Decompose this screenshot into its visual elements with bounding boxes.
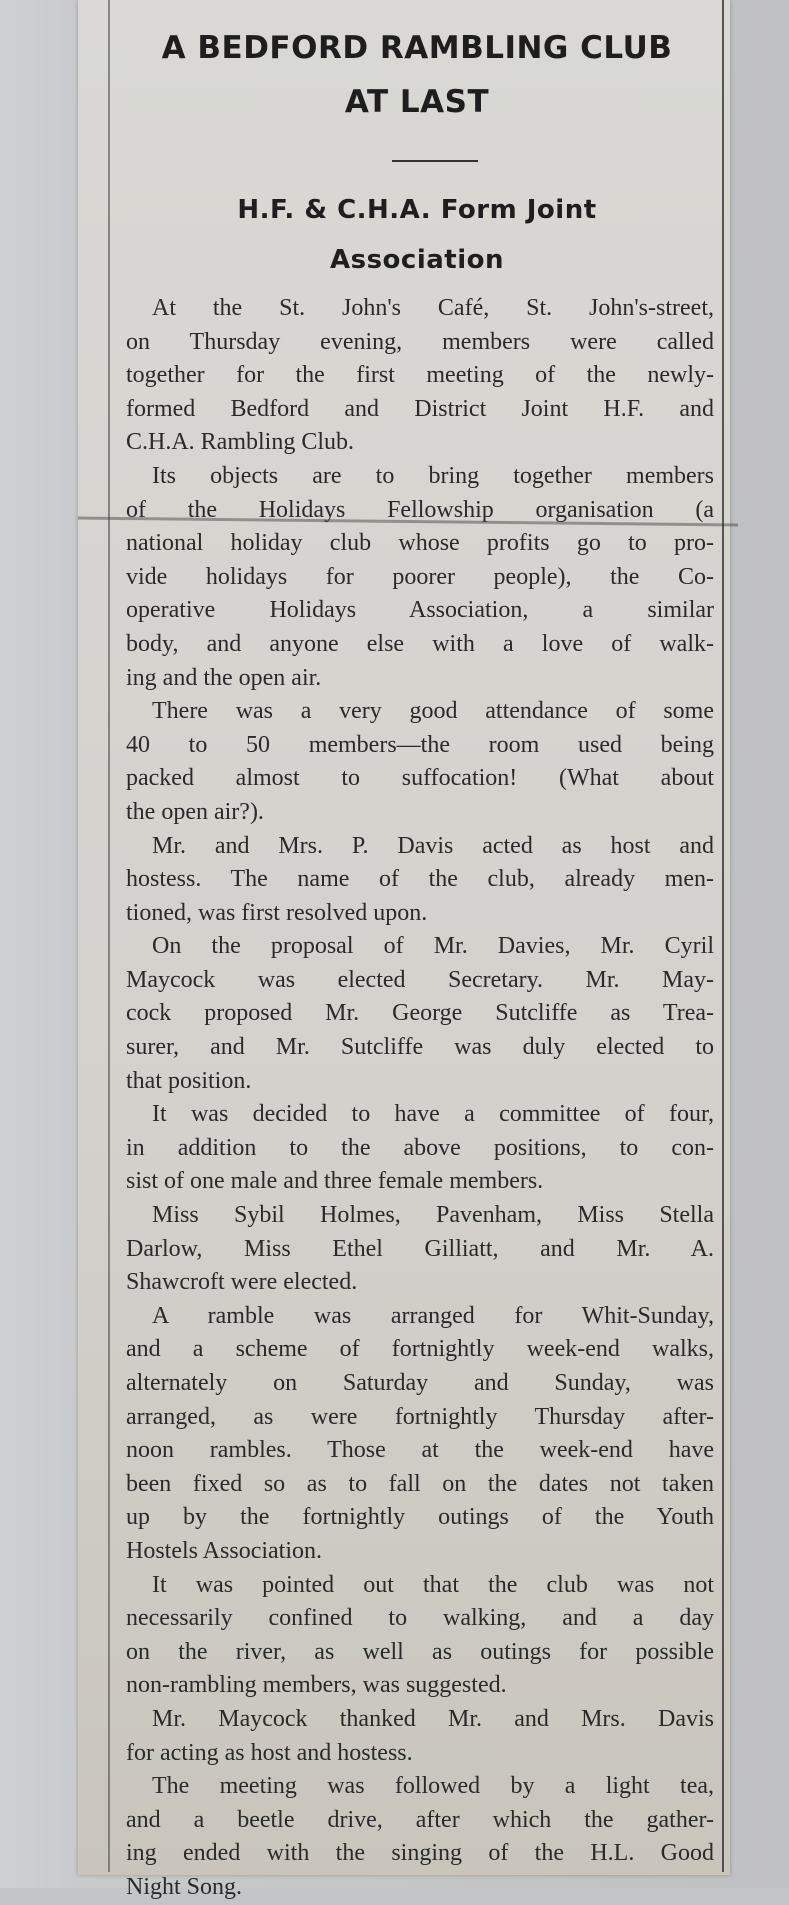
article-line: The meeting was followed by a light tea, [152, 1773, 714, 1800]
article-line: 40 to 50 members—the room used being [126, 731, 714, 758]
article-line: formed Bedford and District Joint H.F. and [126, 395, 714, 422]
subheadline-line1: H.F. & C.H.A. Form Joint [237, 195, 597, 225]
article-line: There was a very good attendance of some [152, 698, 714, 725]
article-line: of the Holidays Fellowship organisation (a [126, 496, 714, 523]
article-line: arranged, as were fortnightly Thursday after- [126, 1403, 714, 1430]
headline-title-line1: A BEDFORD RAMBLING CLUB [161, 30, 673, 66]
article-line: Its objects are to bring together members [152, 462, 714, 489]
article-line: up by the fortnightly outings of the Youth [126, 1504, 714, 1531]
article-paragraph [126, 292, 714, 460]
headline-divider [392, 160, 478, 162]
column-rule-right [722, 0, 724, 1872]
article-line: sist of one male and three female members. [126, 1168, 544, 1195]
article-line: On the proposal of Mr. Davies, Mr. Cyril [152, 933, 714, 960]
article-line: packed almost to suffocation! (What about [126, 765, 714, 792]
article-line: hostess. The name of the club, already men- [126, 866, 714, 893]
column-rule-left [108, 0, 110, 1872]
article-line: and a scheme of fortnightly week-end walks, [126, 1336, 714, 1363]
article-line: Shawcroft were elected. [126, 1269, 358, 1296]
article-line: that position. [126, 1067, 252, 1094]
subheadline-line2: Association [329, 245, 505, 275]
article-line: At the St. John's Café, St. John's-street, [152, 295, 714, 321]
article-paragraph [126, 1098, 714, 1199]
article-line: the open air?). [126, 798, 264, 825]
article-line: on Thursday evening, members were called [126, 328, 714, 355]
article-line: for acting as host and hostess. [126, 1739, 413, 1766]
article-line: been fixed so as to fall on the dates not taken [126, 1470, 714, 1497]
article-paragraph [126, 1703, 714, 1770]
article-line: and a beetle drive, after which the gather- [126, 1806, 714, 1833]
article-line: together for the first meeting of the newly- [126, 362, 714, 389]
article-line: on the river, as well as outings for possible [126, 1638, 714, 1665]
article-line: It was pointed out that the club was not [152, 1571, 714, 1598]
article-line: Miss Sybil Holmes, Pavenham, Miss Stella [152, 1202, 714, 1229]
article-line: Hostels Association. [126, 1537, 322, 1564]
article-paragraph [126, 460, 714, 695]
article-line: body, and anyone else with a love of walk- [126, 630, 714, 657]
article-paragraph [126, 1300, 714, 1569]
article-body [126, 292, 714, 1905]
article-line: Mr. and Mrs. P. Davis acted as host and [152, 832, 714, 859]
article-paragraph [126, 1770, 714, 1904]
article-line: ing and the open air. [126, 664, 322, 691]
article-line: necessarily confined to walking, and a day [126, 1605, 714, 1632]
article-line: ing ended with the singing of the H.L. Good [126, 1840, 714, 1867]
article-line: Night Song. [126, 1873, 243, 1900]
article-line: surer, and Mr. Sutcliffe was duly elected to [126, 1034, 714, 1061]
article-line: alternately on Saturday and Sunday, was [126, 1370, 714, 1396]
article-line: C.H.A. Rambling Club. [126, 429, 355, 456]
article-line: Maycock was elected Secretary. Mr. May- [126, 966, 714, 993]
article-paragraph [126, 830, 714, 931]
article-line: tioned, was first resolved upon. [126, 899, 428, 926]
article-line: Mr. Maycock thanked Mr. and Mrs. Davis [152, 1705, 714, 1732]
article-paragraph [126, 695, 714, 829]
article-line: non-rambling members, was suggested. [126, 1672, 507, 1699]
article-paragraph [126, 1199, 714, 1300]
article-line: A ramble was arranged for Whit-Sunday, [152, 1302, 714, 1329]
article-line: noon rambles. Those at the week-end have [126, 1437, 714, 1464]
article-line: cock proposed Mr. George Sutcliffe as Trea- [126, 1000, 714, 1027]
article-line: Darlow, Miss Ethel Gilliatt, and Mr. A. [126, 1235, 714, 1262]
article-line: national holiday club whose profits go to pro- [126, 530, 714, 557]
article-line: It was decided to have a committee of four, [152, 1101, 714, 1128]
article-paragraph [126, 930, 714, 1098]
article-line: operative Holidays Association, a similar [126, 597, 714, 624]
article-line: vide holidays for poorer people), the Co- [126, 563, 714, 590]
headline-title-line2: AT LAST [344, 84, 490, 120]
article-paragraph [126, 1569, 714, 1703]
article-line: in addition to the above positions, to con- [126, 1134, 714, 1161]
